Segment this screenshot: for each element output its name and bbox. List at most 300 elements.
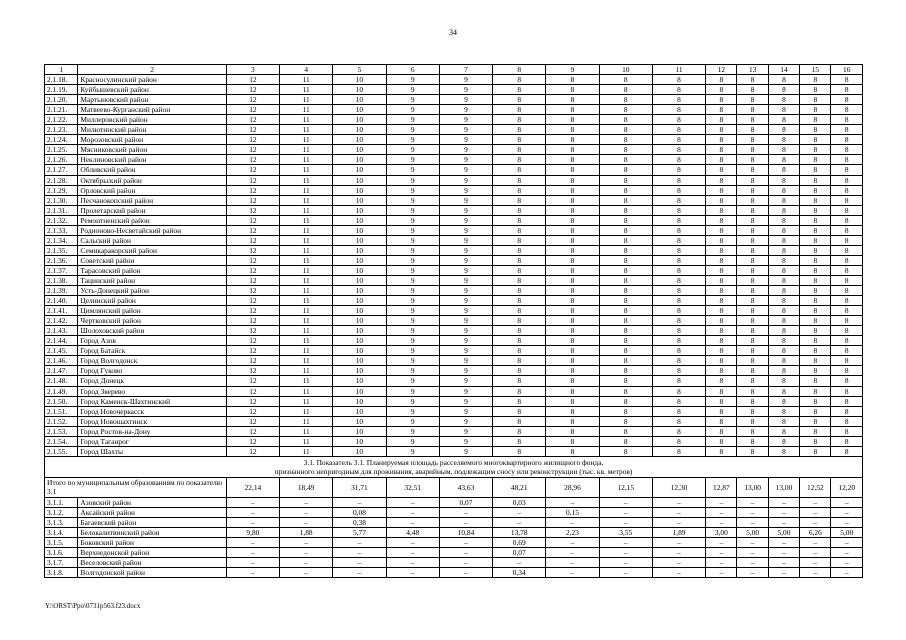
total-value-cell: 12,87 [706, 478, 737, 497]
value-cell: – [599, 497, 652, 507]
value-cell: 9 [386, 215, 439, 225]
value-cell: 10,84 [439, 527, 492, 537]
value-cell: 8 [737, 356, 768, 366]
row-name: Багаевский район [78, 517, 226, 527]
value-cell: 11 [280, 75, 333, 85]
value-cell: – [800, 557, 831, 567]
value-cell: 9 [439, 195, 492, 205]
row-name: Город Новошахтинск [78, 416, 226, 426]
table-row [45, 235, 863, 245]
value-cell: 9 [386, 286, 439, 296]
value-cell: 8 [546, 155, 599, 165]
value-cell: 12 [226, 306, 279, 316]
value-cell: – [706, 517, 737, 527]
value-cell: 8 [493, 215, 546, 225]
value-cell: 8 [599, 165, 652, 175]
value-cell: 8 [768, 245, 799, 255]
value-cell: – [652, 497, 705, 507]
value-cell: 8 [652, 396, 705, 406]
value-cell: 12 [226, 185, 279, 195]
value-cell: 8 [493, 145, 546, 155]
row-name: Веселовский район [78, 557, 226, 567]
value-cell: 8 [546, 195, 599, 205]
value-cell: 8 [831, 446, 863, 456]
value-cell: 11 [280, 446, 333, 456]
value-cell: 8 [768, 105, 799, 115]
row-code: 2.1.27. [45, 165, 78, 175]
value-cell: 8 [768, 235, 799, 245]
value-cell: 9 [439, 436, 492, 446]
value-cell: – [768, 537, 799, 547]
value-cell: 11 [280, 306, 333, 316]
table-row [45, 195, 863, 205]
value-cell: – [333, 547, 386, 557]
value-cell: 11 [280, 326, 333, 336]
value-cell: 9 [439, 346, 492, 356]
value-cell: 8 [737, 235, 768, 245]
value-cell: 8 [599, 75, 652, 85]
value-cell: 12 [226, 255, 279, 265]
total-value-cell: 12,15 [599, 478, 652, 497]
value-cell: 8 [831, 406, 863, 416]
value-cell: 8 [737, 185, 768, 195]
value-cell: 12 [226, 195, 279, 205]
value-cell: 10 [333, 346, 386, 356]
value-cell: 8 [768, 125, 799, 135]
value-cell: 8 [737, 286, 768, 296]
value-cell: – [280, 557, 333, 567]
value-cell: 8 [652, 356, 705, 366]
value-cell: 8 [652, 436, 705, 446]
row-name: Тацинский район [78, 275, 226, 285]
column-number-cell: 3 [226, 65, 279, 75]
value-cell: 12 [226, 406, 279, 416]
value-cell: 8 [652, 125, 705, 135]
value-cell: 8 [599, 316, 652, 326]
value-cell: – [652, 537, 705, 547]
value-cell: 8 [652, 155, 705, 165]
table-row [45, 175, 863, 185]
value-cell: 11 [280, 135, 333, 145]
row-name: Город Шахты [78, 446, 226, 456]
value-cell: 8 [599, 416, 652, 426]
value-cell: 8 [737, 245, 768, 255]
value-cell: 8 [800, 316, 831, 326]
value-cell: 8 [800, 406, 831, 416]
value-cell: 8 [652, 376, 705, 386]
table-row [45, 497, 863, 507]
row-code: 2.1.53. [45, 426, 78, 436]
value-cell: 8 [706, 125, 737, 135]
value-cell: 9 [386, 396, 439, 406]
value-cell: 9 [386, 235, 439, 245]
value-cell: 9 [386, 105, 439, 115]
value-cell: 11 [280, 275, 333, 285]
value-cell: 8 [546, 376, 599, 386]
value-cell: 8 [546, 175, 599, 185]
row-code: 2.1.18. [45, 75, 78, 85]
value-cell: 8 [800, 396, 831, 406]
value-cell: – [226, 547, 279, 557]
value-cell: 8 [800, 446, 831, 456]
row-name: Город Каменск-Шахтинский [78, 396, 226, 406]
column-number-cell: 6 [386, 65, 439, 75]
value-cell: – [280, 497, 333, 507]
value-cell: 12 [226, 145, 279, 155]
value-cell: 12 [226, 436, 279, 446]
row-name: Город Ростов-на-Дону [78, 426, 226, 436]
value-cell: 8 [493, 245, 546, 255]
table-row [45, 537, 863, 547]
value-cell: 8 [768, 265, 799, 275]
value-cell: 8 [599, 386, 652, 396]
value-cell: 9 [386, 115, 439, 125]
value-cell: 11 [280, 95, 333, 105]
value-cell: 8 [831, 195, 863, 205]
table-row [45, 275, 863, 285]
value-cell: – [280, 567, 333, 577]
value-cell: 8 [706, 75, 737, 85]
table-row [45, 406, 863, 416]
table-row [45, 105, 863, 115]
value-cell: 8 [652, 286, 705, 296]
value-cell: 10 [333, 446, 386, 456]
value-cell: 8 [493, 175, 546, 185]
value-cell: 8 [831, 235, 863, 245]
value-cell: 8 [768, 406, 799, 416]
value-cell: 12 [226, 235, 279, 245]
value-cell: 8 [599, 175, 652, 185]
row-code: 2.1.31. [45, 205, 78, 215]
row-name: Верхнедонской район [78, 547, 226, 557]
value-cell: 9 [386, 316, 439, 326]
table-row [45, 125, 863, 135]
value-cell: 8 [706, 286, 737, 296]
table-row [45, 507, 863, 517]
table-row [45, 265, 863, 275]
value-cell: 8 [706, 215, 737, 225]
column-number-cell: 11 [652, 65, 705, 75]
value-cell: – [599, 557, 652, 567]
row-code: 2.1.39. [45, 286, 78, 296]
value-cell: 8 [546, 135, 599, 145]
value-cell: 10 [333, 175, 386, 185]
value-cell: 11 [280, 145, 333, 155]
value-cell: 8 [652, 165, 705, 175]
value-cell: 6,26 [800, 527, 831, 537]
value-cell: 0,08 [333, 507, 386, 517]
row-name: Волгодонской район [78, 567, 226, 577]
value-cell: 8 [599, 396, 652, 406]
value-cell: 12 [226, 346, 279, 356]
value-cell: 9 [386, 275, 439, 285]
value-cell: 8 [493, 205, 546, 215]
value-cell: 8 [652, 366, 705, 376]
value-cell: 8 [493, 185, 546, 195]
value-cell: 8 [706, 426, 737, 436]
value-cell: 8 [599, 125, 652, 135]
row-name: Советский район [78, 255, 226, 265]
table-row [45, 386, 863, 396]
table-row [45, 346, 863, 356]
value-cell: 8 [599, 215, 652, 225]
value-cell: 12 [226, 135, 279, 145]
total-value-cell: 12,30 [652, 478, 705, 497]
value-cell: 12 [226, 115, 279, 125]
total-value-cell: 28,96 [546, 478, 599, 497]
indicator-table [44, 64, 863, 578]
section-heading [45, 456, 863, 477]
value-cell: 11 [280, 265, 333, 275]
value-cell: 9 [439, 386, 492, 396]
value-cell: 8 [706, 205, 737, 215]
value-cell: 9 [439, 286, 492, 296]
row-name: Цимлянский район [78, 306, 226, 316]
value-cell: – [333, 567, 386, 577]
table-row [45, 95, 863, 105]
value-cell: 11 [280, 436, 333, 446]
row-code: 3.1.1. [45, 497, 78, 507]
value-cell: 8 [831, 95, 863, 105]
value-cell: 8 [737, 446, 768, 456]
value-cell: – [439, 547, 492, 557]
value-cell: 8 [652, 326, 705, 336]
table-row [45, 85, 863, 95]
value-cell: 8 [768, 95, 799, 105]
value-cell: 8 [706, 356, 737, 366]
value-cell: 9 [386, 195, 439, 205]
column-number-row [45, 65, 863, 75]
value-cell: 10 [333, 225, 386, 235]
value-cell: 8 [599, 275, 652, 285]
value-cell: 9 [439, 396, 492, 406]
value-cell: 10 [333, 155, 386, 165]
value-cell: – [333, 557, 386, 567]
value-cell: 8 [800, 175, 831, 185]
value-cell: 9 [439, 85, 492, 95]
value-cell: 9 [386, 155, 439, 165]
row-code: 2.1.28. [45, 175, 78, 185]
row-code: 3.1.4. [45, 527, 78, 537]
value-cell: 8 [493, 326, 546, 336]
value-cell: 1,89 [652, 527, 705, 537]
row-code: 2.1.46. [45, 356, 78, 366]
value-cell: – [439, 557, 492, 567]
value-cell: 8 [546, 145, 599, 155]
value-cell: 8 [599, 265, 652, 275]
value-cell: 8 [800, 145, 831, 155]
value-cell: 8 [831, 145, 863, 155]
value-cell: 12 [226, 205, 279, 215]
value-cell: 10 [333, 366, 386, 376]
value-cell: 8 [599, 296, 652, 306]
value-cell: – [706, 507, 737, 517]
value-cell: 8 [706, 316, 737, 326]
value-cell: 8 [737, 316, 768, 326]
value-cell: 8 [599, 205, 652, 215]
value-cell: 8 [493, 195, 546, 205]
value-cell: 8 [800, 336, 831, 346]
value-cell: 11 [280, 115, 333, 125]
value-cell: 8 [652, 85, 705, 95]
value-cell: 11 [280, 195, 333, 205]
row-name: Белокалитвинский район [78, 527, 226, 537]
value-cell: 8 [800, 75, 831, 85]
row-name: Миллеровский район [78, 115, 226, 125]
value-cell: 8 [652, 336, 705, 346]
value-cell: 2,23 [546, 527, 599, 537]
value-cell: 8 [652, 185, 705, 195]
value-cell: 8 [493, 316, 546, 326]
value-cell: – [386, 497, 439, 507]
file-path-footer: Y:\ORST\Ppo\0731p563.f23.docx [45, 602, 141, 610]
value-cell: 10 [333, 286, 386, 296]
value-cell: – [768, 567, 799, 577]
row-code: 2.1.41. [45, 306, 78, 316]
row-name: Целинский район [78, 296, 226, 306]
value-cell: 8 [800, 215, 831, 225]
value-cell: – [386, 567, 439, 577]
value-cell: – [706, 497, 737, 507]
row-code: 2.1.36. [45, 255, 78, 265]
value-cell: 8 [599, 135, 652, 145]
value-cell: 8 [493, 75, 546, 85]
value-cell: 8 [493, 85, 546, 95]
value-cell: – [768, 557, 799, 567]
value-cell: – [737, 497, 768, 507]
value-cell: 10 [333, 436, 386, 446]
value-cell: 8 [493, 165, 546, 175]
value-cell: 9 [386, 436, 439, 446]
value-cell: 12 [226, 265, 279, 275]
value-cell: 0,15 [546, 507, 599, 517]
value-cell: 8 [546, 306, 599, 316]
row-code: 2.1.32. [45, 215, 78, 225]
value-cell: – [800, 507, 831, 517]
value-cell: 11 [280, 316, 333, 326]
value-cell: 8 [493, 396, 546, 406]
value-cell: 8 [831, 326, 863, 336]
value-cell: 8 [493, 446, 546, 456]
value-cell: 11 [280, 336, 333, 346]
value-cell: 8 [831, 296, 863, 306]
value-cell: 8 [493, 356, 546, 366]
row-name: Пролетарский район [78, 205, 226, 215]
total-value-cell: 12,52 [800, 478, 831, 497]
value-cell: 8 [737, 386, 768, 396]
value-cell: 8 [546, 255, 599, 265]
value-cell: 8 [706, 275, 737, 285]
value-cell: – [737, 557, 768, 567]
row-code: 2.1.55. [45, 446, 78, 456]
value-cell: 10 [333, 165, 386, 175]
value-cell: 10 [333, 215, 386, 225]
value-cell: 8 [800, 95, 831, 105]
value-cell: – [386, 537, 439, 547]
value-cell: 8 [599, 376, 652, 386]
value-cell: 8 [737, 195, 768, 205]
value-cell: 10 [333, 296, 386, 306]
value-cell: 8 [599, 406, 652, 416]
value-cell: 8 [706, 105, 737, 115]
value-cell: – [652, 557, 705, 567]
value-cell: 8 [652, 205, 705, 215]
value-cell: – [800, 567, 831, 577]
row-name: Город Гуково [78, 366, 226, 376]
value-cell: – [737, 547, 768, 557]
value-cell: 8 [706, 95, 737, 105]
value-cell: 12 [226, 376, 279, 386]
total-value-cell: 48,21 [493, 478, 546, 497]
value-cell: 8 [831, 386, 863, 396]
value-cell: 8 [737, 95, 768, 105]
column-number-cell: 1 [45, 65, 78, 75]
value-cell: 8 [599, 306, 652, 316]
value-cell: – [280, 537, 333, 547]
value-cell: 8 [768, 376, 799, 386]
value-cell: – [439, 537, 492, 547]
value-cell: 12 [226, 75, 279, 85]
value-cell: 8 [706, 436, 737, 446]
row-name: Город Новочеркасск [78, 406, 226, 416]
table-row [45, 567, 863, 577]
value-cell: – [831, 537, 863, 547]
value-cell: – [768, 547, 799, 557]
value-cell: 8 [546, 75, 599, 85]
value-cell: 11 [280, 426, 333, 436]
row-name: Город Азов [78, 336, 226, 346]
row-name: Неклиновский район [78, 155, 226, 165]
value-cell: 12 [226, 245, 279, 255]
value-cell: 8 [546, 436, 599, 446]
table-row [45, 145, 863, 155]
value-cell: – [386, 507, 439, 517]
value-cell: 8 [768, 286, 799, 296]
value-cell: – [493, 507, 546, 517]
value-cell: 8 [768, 215, 799, 225]
value-cell: 9 [386, 265, 439, 275]
value-cell: 12 [226, 215, 279, 225]
value-cell: 8 [737, 75, 768, 85]
value-cell: 9 [439, 235, 492, 245]
row-code: 3.1.5. [45, 537, 78, 547]
value-cell: 8 [737, 115, 768, 125]
section-heading-row [45, 456, 863, 477]
value-cell: 9 [439, 446, 492, 456]
value-cell: 8 [599, 286, 652, 296]
value-cell: 8 [493, 115, 546, 125]
value-cell: 8 [493, 376, 546, 386]
value-cell: 8 [546, 185, 599, 195]
value-cell: 8 [546, 225, 599, 235]
row-code: 2.1.54. [45, 436, 78, 446]
value-cell: 8 [706, 185, 737, 195]
value-cell: 8 [546, 165, 599, 175]
table-row [45, 336, 863, 346]
value-cell: – [546, 517, 599, 527]
value-cell: 8 [652, 145, 705, 155]
row-code: 2.1.19. [45, 85, 78, 95]
value-cell: – [546, 547, 599, 557]
value-cell: 10 [333, 326, 386, 336]
value-cell: 11 [280, 416, 333, 426]
value-cell: – [831, 557, 863, 567]
total-value-cell: 18,49 [280, 478, 333, 497]
value-cell: 8 [800, 105, 831, 115]
value-cell: – [280, 517, 333, 527]
value-cell: 9 [439, 245, 492, 255]
value-cell: 8 [831, 155, 863, 165]
